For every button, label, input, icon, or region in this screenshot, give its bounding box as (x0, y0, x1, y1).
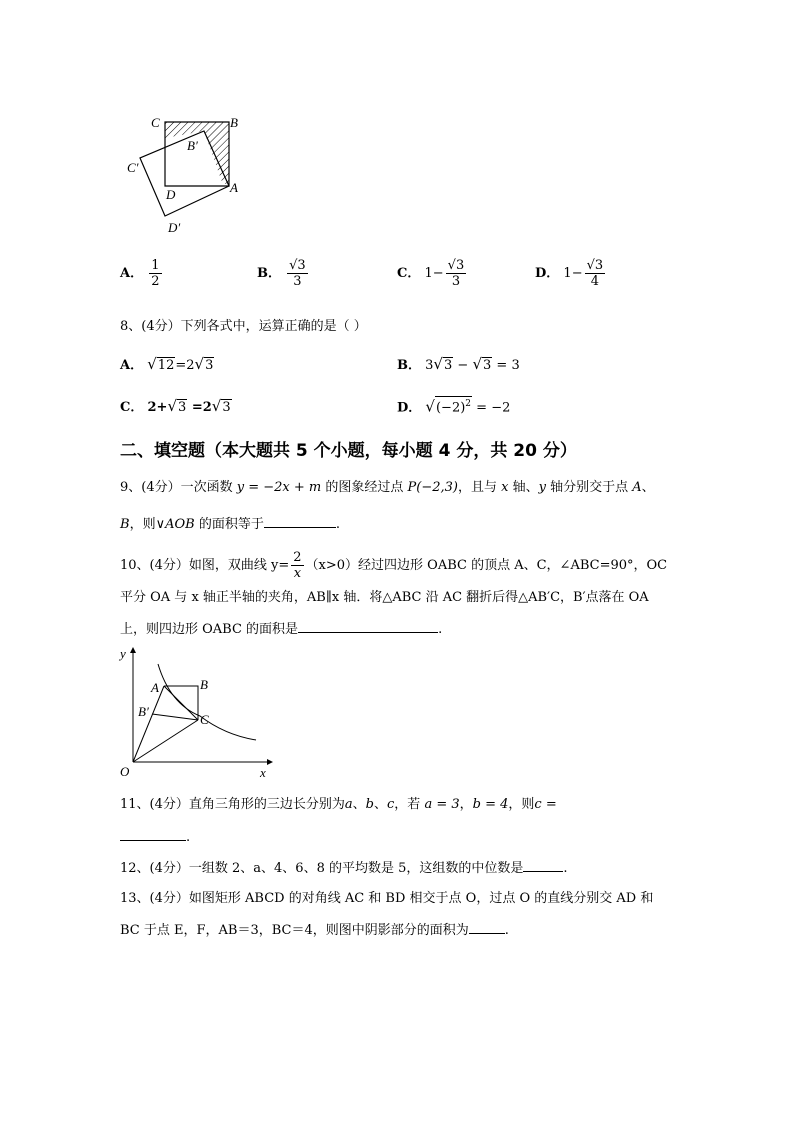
q8-d-inner: (−2) (435, 400, 466, 416)
q8-b-pre: 3 (425, 358, 434, 373)
q13-line-2 (120, 921, 509, 940)
q8-b-mid: − (453, 358, 473, 373)
label-d-prime: D′ (168, 220, 181, 235)
q11-cond1: a = 3 (424, 797, 460, 812)
q11-cond2: b = 4 (472, 797, 509, 812)
hyperbola-curve (158, 664, 256, 740)
q11-text-b: ，若 (394, 797, 425, 812)
q9-text-a: 9、(4分）一次函数 (120, 480, 237, 495)
q9-text-g: ，则 (129, 517, 156, 532)
q13-text: BC 于点 E，F，AB＝3，BC＝4，则图中阴影部分的面积为 (120, 923, 469, 938)
q11-text-a: 11、(4分）直角三角形的三边长分别为 (120, 797, 345, 812)
q7-option-b-fraction (287, 258, 308, 289)
q7-option-c (397, 258, 468, 289)
q8-d-exp: 2 (465, 399, 472, 409)
q11-comma: ， (459, 797, 473, 812)
radical-sign: √ (194, 355, 205, 373)
q7-b-den: 3 (293, 274, 302, 289)
q11-a: a (344, 797, 353, 812)
q7-c-den: 3 (451, 274, 461, 289)
q8-b-radicand2: 3 (483, 358, 492, 373)
shaded-region (165, 122, 229, 186)
q12-line (120, 859, 568, 878)
q9-answer-blank[interactable] (264, 515, 336, 528)
q7-a-num: 1 (151, 258, 160, 273)
section-heading: 二、填空题（本大题共 5 个小题，每小题 4 分，共 20 分） (120, 441, 577, 461)
q8-a-mid: =2 (175, 358, 195, 373)
label-x: x (260, 765, 266, 780)
q8-c-pre: 2+ (147, 400, 168, 415)
q8-option-a (120, 354, 214, 376)
hyperbola-figure (110, 642, 280, 784)
q7-d-num: √3 (586, 258, 604, 273)
q11-c-equals: c = (534, 797, 557, 812)
q11-period: . (186, 830, 191, 845)
q8-a-radicand2: 3 (205, 358, 214, 373)
q10-fraction (291, 550, 303, 581)
label-c: C (200, 712, 209, 727)
q7-option-d (535, 258, 607, 289)
q12-text: 12、(4分）一组数 2、a、4、6、8 的平均数是 5，这组数的中位数是 (120, 861, 524, 876)
q8-c-mid: =2 (187, 400, 212, 415)
q7-option-d-prefix: 1− (563, 266, 583, 281)
q10-answer-blank[interactable] (298, 620, 438, 633)
q7-option-d-fraction (585, 258, 606, 289)
q9-text-f: 、 (641, 480, 655, 495)
q8-stem: 8、(4分）下列各式中，运算正确的是（ ） (120, 319, 367, 334)
radical-sign: √ (147, 355, 157, 373)
q9-text-d: 轴、 (508, 480, 539, 495)
q7-option-b (257, 258, 310, 289)
label-c-prime: C′ (127, 160, 139, 175)
q10-period: . (438, 622, 443, 637)
radical-sign: √ (211, 397, 222, 415)
q11-answer-blank[interactable] (120, 828, 186, 841)
q9-point: P(−2,3) (407, 480, 458, 495)
label-b: B (230, 115, 238, 130)
q7-b-num: √3 (289, 258, 306, 273)
q8-a-radicand1: 12 (157, 358, 175, 373)
label-o: O (120, 764, 130, 779)
q8-option-d (397, 396, 510, 418)
q11-sep2: 、 (374, 797, 388, 812)
q9-line-1 (120, 479, 655, 497)
segment-oa (133, 686, 164, 762)
q7-option-a (120, 258, 164, 289)
q13-period: . (504, 923, 509, 938)
label-d: D (166, 187, 176, 202)
q8-b-post: = 3 (492, 358, 520, 373)
q12-answer-blank[interactable] (523, 859, 563, 872)
label-c: C (151, 115, 160, 130)
q7-option-c-letter: C． (397, 266, 421, 281)
q11-c: c (387, 797, 395, 812)
rotated-square-figure (122, 110, 252, 240)
q9-pt-a: A (632, 480, 642, 495)
segment-oc (133, 720, 198, 762)
q10-num: 2 (293, 550, 302, 565)
q8-d-post: = −2 (472, 400, 511, 416)
q9-period: . (335, 517, 340, 532)
q7-option-a-fraction (149, 258, 161, 289)
q11-line-1 (120, 796, 557, 814)
label-a: A (151, 680, 159, 695)
q9-formula: y = −2x + m (236, 480, 322, 495)
radical-sign: √ (472, 355, 482, 373)
q9-text-h: 的面积等于 (194, 517, 264, 532)
q7-option-a-letter: A． (120, 266, 144, 281)
q8-option-b (397, 354, 520, 376)
q9-pt-b: B (120, 517, 130, 532)
q9-text-c: ，且与 (457, 480, 502, 495)
q11-b: b (365, 797, 374, 812)
q7-c-num: √3 (447, 258, 465, 273)
q9-yaxis: y (538, 480, 546, 495)
label-a: A (230, 180, 238, 195)
q7-option-d-letter: D． (535, 266, 560, 281)
q12-period: . (563, 861, 568, 876)
q7-option-c-fraction (446, 258, 467, 289)
q10-den: x (293, 566, 302, 581)
q7-option-c-prefix: 1− (424, 266, 444, 281)
segment-ac (164, 686, 198, 720)
q10-text-a: 10、(4分）如图，双曲线 y= (120, 558, 290, 573)
q9-xaxis: x (501, 480, 509, 495)
q11-sep1: 、 (352, 797, 366, 812)
q9-line-2 (120, 515, 340, 534)
segment-bprime-c (152, 714, 198, 720)
q8-b-radicand1: 3 (443, 358, 453, 373)
q11-line-2 (120, 828, 190, 847)
q7-d-den: 4 (590, 274, 600, 289)
q10-line-1 (120, 550, 667, 581)
label-b-prime: B′ (138, 704, 149, 719)
q8-c-letter: C． (120, 400, 144, 415)
q8-d-letter: D． (397, 400, 422, 416)
radical-sign: √ (433, 355, 443, 373)
q9-triangle: ∨AOB (155, 517, 195, 532)
q8-c-radicand1: 3 (178, 400, 187, 415)
q8-a-letter: A． (120, 358, 144, 373)
q9-text-b: 的图象经过点 (321, 480, 408, 495)
radical-sign: √ (167, 397, 178, 415)
q8-option-c (120, 396, 232, 418)
label-b: B (200, 677, 208, 692)
label-b-prime: B′ (187, 138, 198, 153)
q11-text-c: ，则 (508, 797, 535, 812)
q10-text-b: （x>0）经过四边形 OABC 的顶点 A、C，∠ABC=90°，OC (305, 558, 668, 573)
q10-text-c: 上，则四边形 OABC 的面积是 (120, 622, 299, 637)
q8-b-letter: B． (397, 358, 421, 373)
radical-sign: √ (425, 397, 435, 416)
q7-option-b-letter: B． (257, 266, 281, 281)
q7-a-den: 2 (151, 274, 160, 289)
q10-line-2: 平分 OA 与 x 轴正半轴的夹角，AB∥x 轴．将△ABC 沿 AC 翻折后得△AB′C，B′点落在 OA (120, 590, 649, 605)
label-y: y (120, 646, 126, 661)
q10-line-3 (120, 620, 442, 639)
q8-d-radicand (435, 396, 472, 415)
q9-text-e: 轴分别交于点 (545, 480, 633, 495)
q13-line-1: 13、(4分）如图矩形 ABCD 的对角线 AC 和 BD 相交于点 O，过点 O 的直线分别交 AD 和 (120, 891, 654, 906)
q13-answer-blank[interactable] (469, 921, 505, 934)
q8-c-radicand2: 3 (222, 400, 231, 415)
